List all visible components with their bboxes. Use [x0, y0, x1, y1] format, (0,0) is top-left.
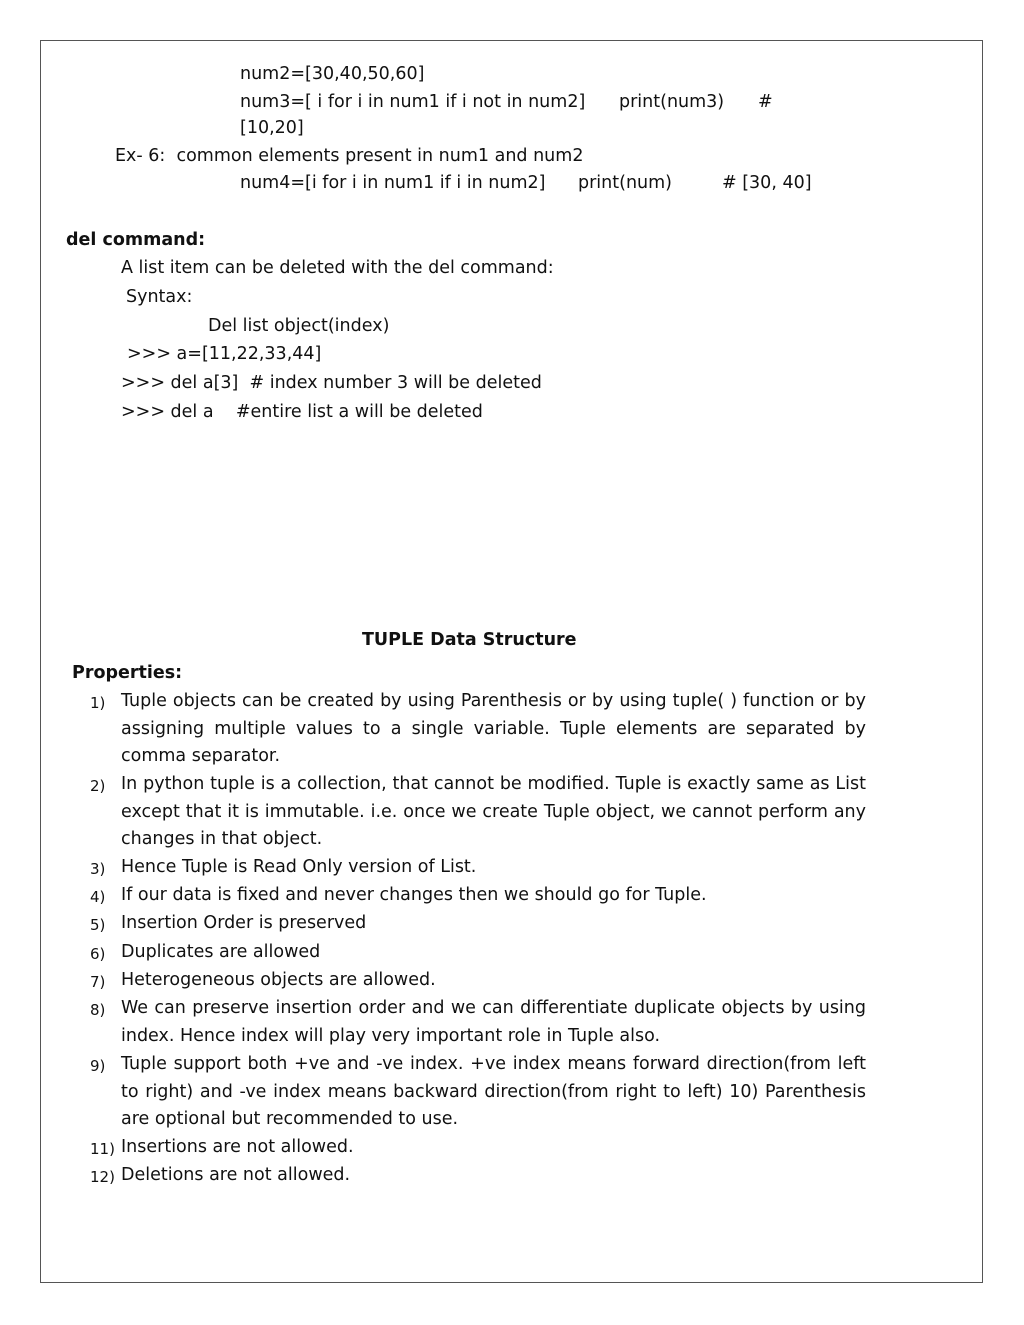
code-line-2: >>> del a[3] # index number 3 will be deleted	[121, 373, 542, 393]
code-line-3: >>> del a #entire list a will be deleted	[121, 402, 483, 422]
list-item-number: 12)	[90, 1168, 115, 1186]
list-item-number: 9)	[90, 1057, 106, 1075]
code-num4: num4=[i for i in num1 if i in num2]	[240, 173, 546, 193]
tuple-title: TUPLE Data Structure	[362, 630, 577, 650]
del-command-heading: del command:	[66, 230, 206, 250]
code-num4-result: # [30, 40]	[722, 173, 812, 193]
list-item-number: 2)	[90, 777, 106, 795]
list-item: We can preserve insertion order and we can differentiate duplicate objects by using index. Hence index will play very important role in Tuple also.	[121, 998, 866, 1046]
list-item-number: 7)	[90, 973, 106, 991]
list-item-number: 6)	[90, 945, 106, 963]
code-num3-hash: #	[758, 92, 773, 112]
list-item: Insertion Order is preserved	[121, 913, 367, 933]
code-num3: num3=[ i for i in num1 if i not in num2]	[240, 92, 586, 112]
list-item: Tuple objects can be created by using Parenthesis or by using tuple( ) function or by assigning multiple values to a single variable. Tuple elements are separated by comma separator.	[121, 691, 866, 766]
list-item: Heterogeneous objects are allowed.	[121, 970, 436, 990]
list-item: Insertions are not allowed.	[121, 1137, 354, 1157]
code-num4-print: print(num)	[578, 173, 673, 193]
list-item-number: 4)	[90, 888, 106, 906]
list-item: In python tuple is a collection, that cannot be modified. Tuple is exactly same as List except that it is immutable. i.e. once we create Tuple object, we cannot perform any changes in that object.	[121, 774, 866, 849]
list-item: If our data is fixed and never changes then we should go for Tuple.	[121, 885, 707, 905]
list-item: Deletions are not allowed.	[121, 1165, 351, 1185]
syntax-text: Del list object(index)	[208, 316, 390, 336]
del-intro: A list item can be deleted with the del command:	[121, 258, 554, 278]
code-num2: num2=[30,40,50,60]	[240, 64, 425, 84]
list-item: Duplicates are allowed	[121, 942, 321, 962]
list-item-number: 1)	[90, 694, 106, 712]
code-num3-result: [10,20]	[240, 118, 304, 138]
list-item-number: 3)	[90, 860, 106, 878]
syntax-label: Syntax:	[126, 287, 193, 307]
example-6-heading: Ex- 6: common elements present in num1 and num2	[115, 146, 584, 166]
code-line-1: >>> a=[11,22,33,44]	[127, 344, 322, 364]
code-num3-print: print(num3)	[619, 92, 725, 112]
list-item: Hence Tuple is Read Only version of List.	[121, 857, 477, 877]
list-item-number: 11)	[90, 1140, 115, 1158]
list-item: Tuple support both +ve and -ve index. +ve index means forward direction(from left to right) and -ve index means backward direction(from right to left) 10) Parenthesis are optional but recommended to use.	[121, 1054, 866, 1129]
list-item-number: 8)	[90, 1001, 106, 1019]
list-item-number: 5)	[90, 916, 106, 934]
properties-heading: Properties:	[72, 663, 183, 683]
